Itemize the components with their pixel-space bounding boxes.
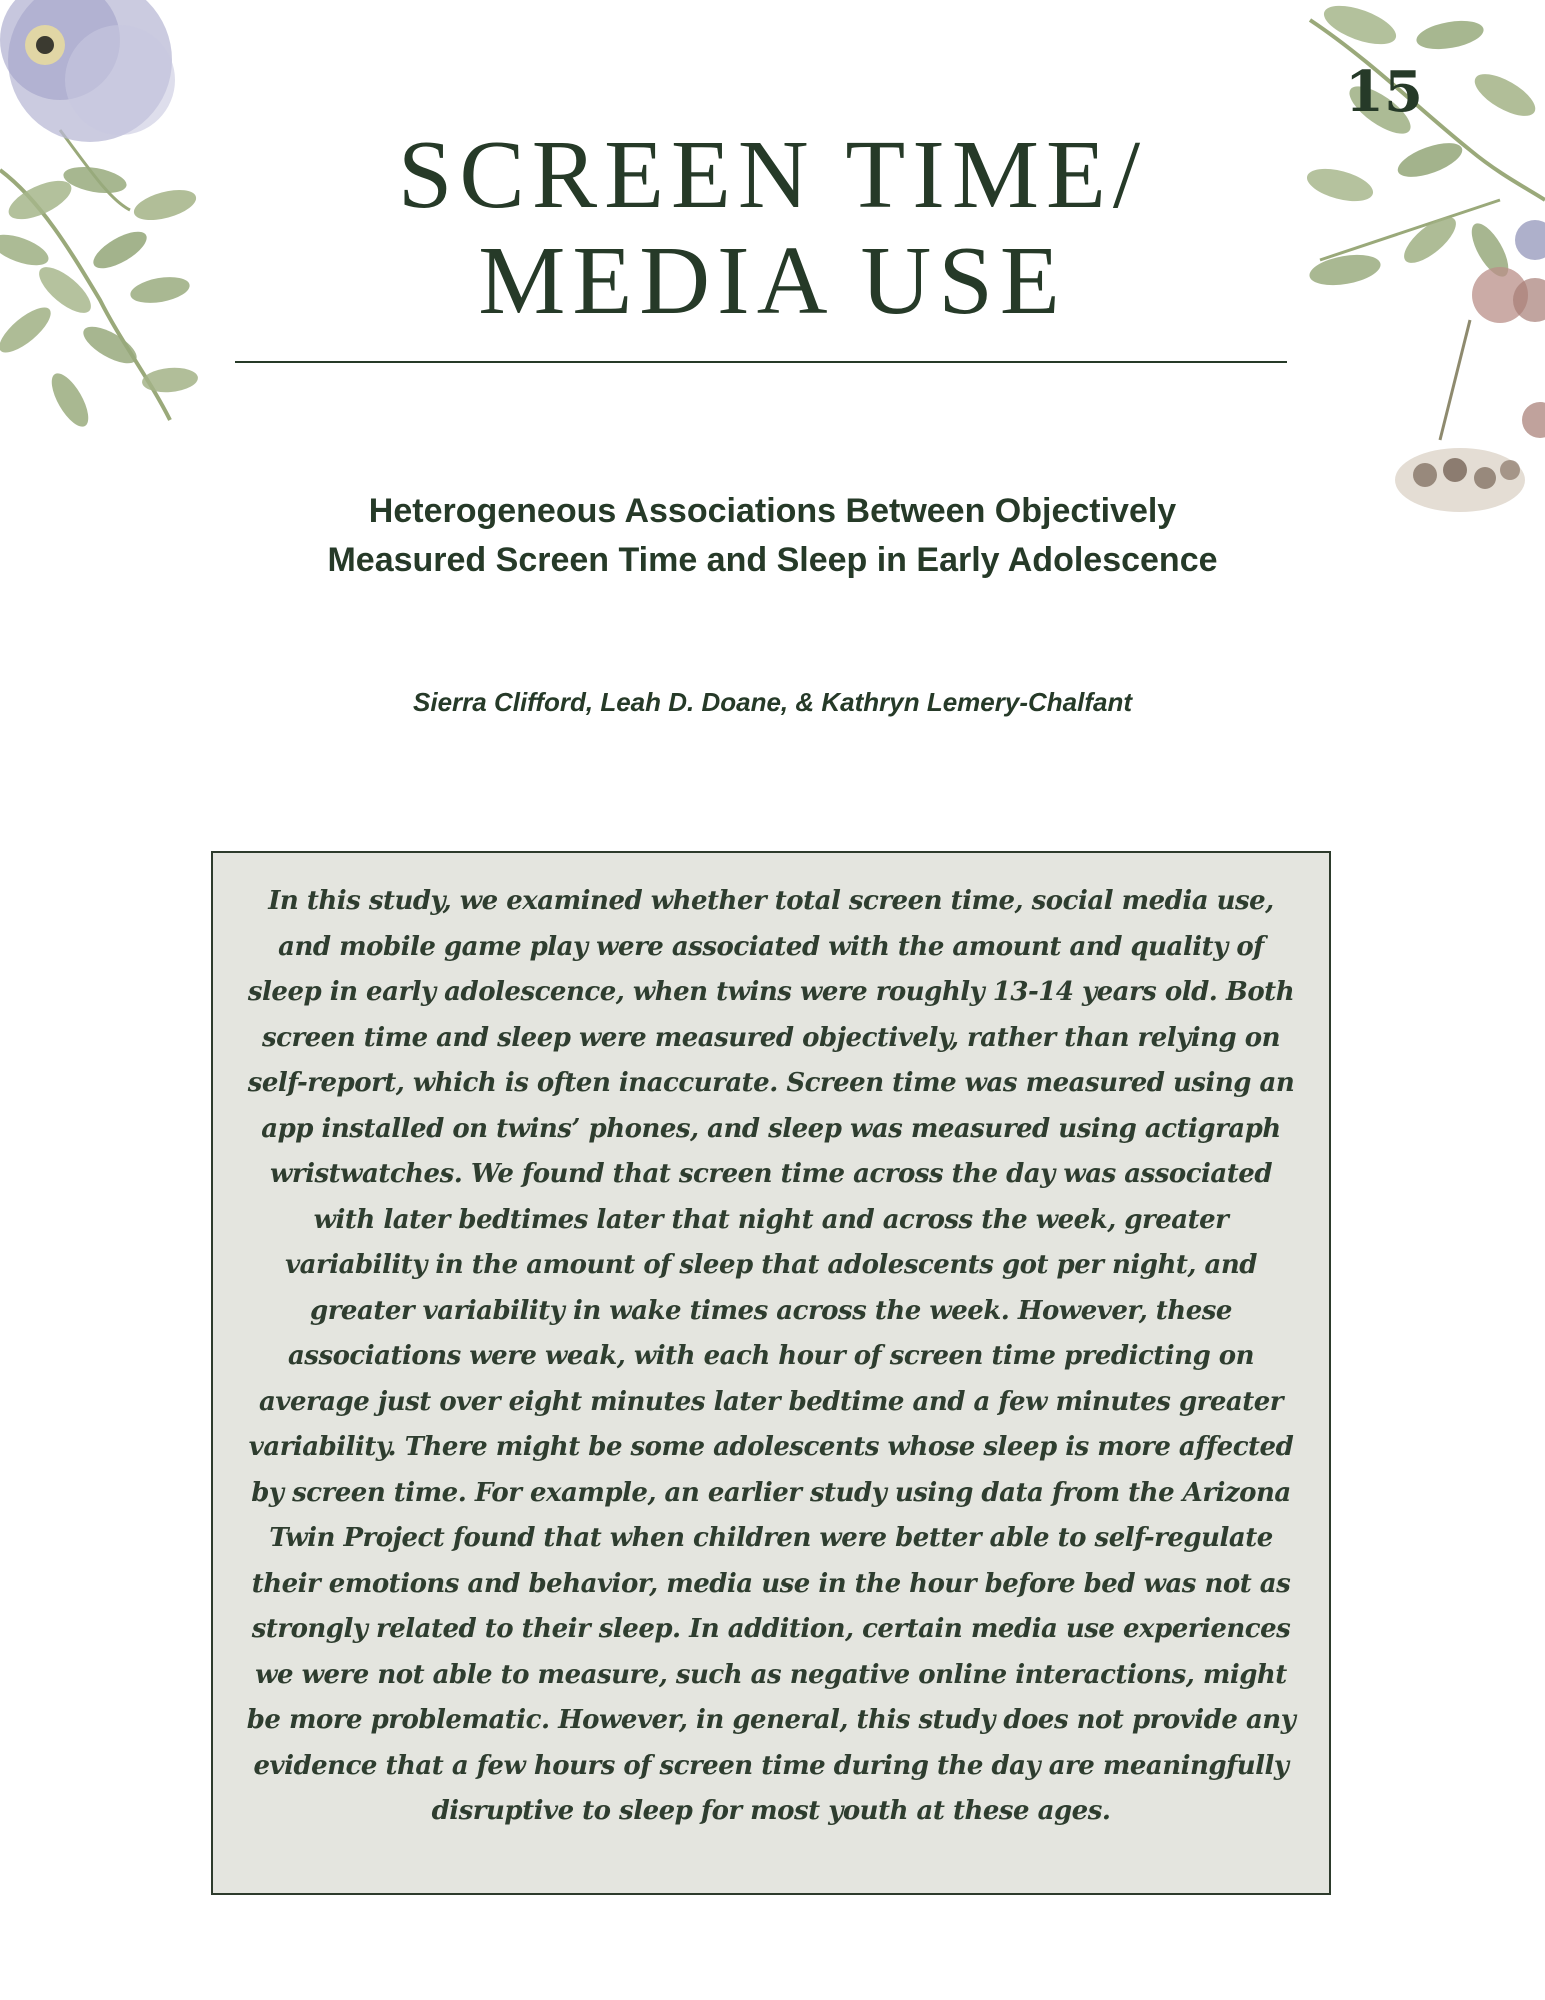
page-title-line-2: MEDIA USE: [478, 227, 1067, 335]
title-divider: [235, 361, 1287, 363]
article-title: Heterogeneous Associations Between Objectively Measured Screen Time and Sleep in Early Adolescence: [327, 492, 1218, 579]
floral-decoration-top-left: [0, 0, 200, 500]
leaf-branch-icon: [0, 130, 199, 432]
page-number: 15: [1345, 59, 1423, 125]
berry-cluster-icon: [1395, 220, 1545, 512]
watercolor-flower-icon: [0, 0, 175, 142]
page-title-line-1: SCREEN TIME/: [397, 121, 1148, 229]
leaf-branch-icon: [1304, 0, 1545, 440]
page-title: [260, 122, 1285, 334]
summary-text: In this study, we examined whether total screen time, social media use, and mobile game play were associated with the amount and quality of sleep in early adolescence, when twins were roughly 13-14 years old. Both screen time and sleep were measured objectively, rather than relying on self-report, which is often inaccurate. Screen time was measured using an app installed on twins’ phones, and sleep was measured using actigraph wristwatches. We found that screen time across the day was associated with later bedtimes later that night and across the week, greater variability in the amount of sleep that adolescents got per night, and greater variability in wake times across the week. However, these associations were weak, with each hour of screen time predicting on average just over eight minutes later bedtime and a few minutes greater variability. There might be some adolescents whose sleep is more affected by screen time. For example, an earlier study using data from the Arizona Twin Project found that when children were better able to self-regulate their emotions and behavior, media use in the hour before bed was not as strongly related to their sleep. In addition, certain media use experiences we were not able to measure, such as negative online interactions, might be more problematic. However, in general, this study does not provide any evidence that a few hours of screen time during the day are meaningfully disruptive to sleep for most youth at these ages.: [246, 886, 1296, 1826]
article-authors: Sierra Clifford, Leah D. Doane, & Kathryn Lemery-Chalfant: [413, 687, 1132, 717]
summary-box: [211, 851, 1331, 1895]
